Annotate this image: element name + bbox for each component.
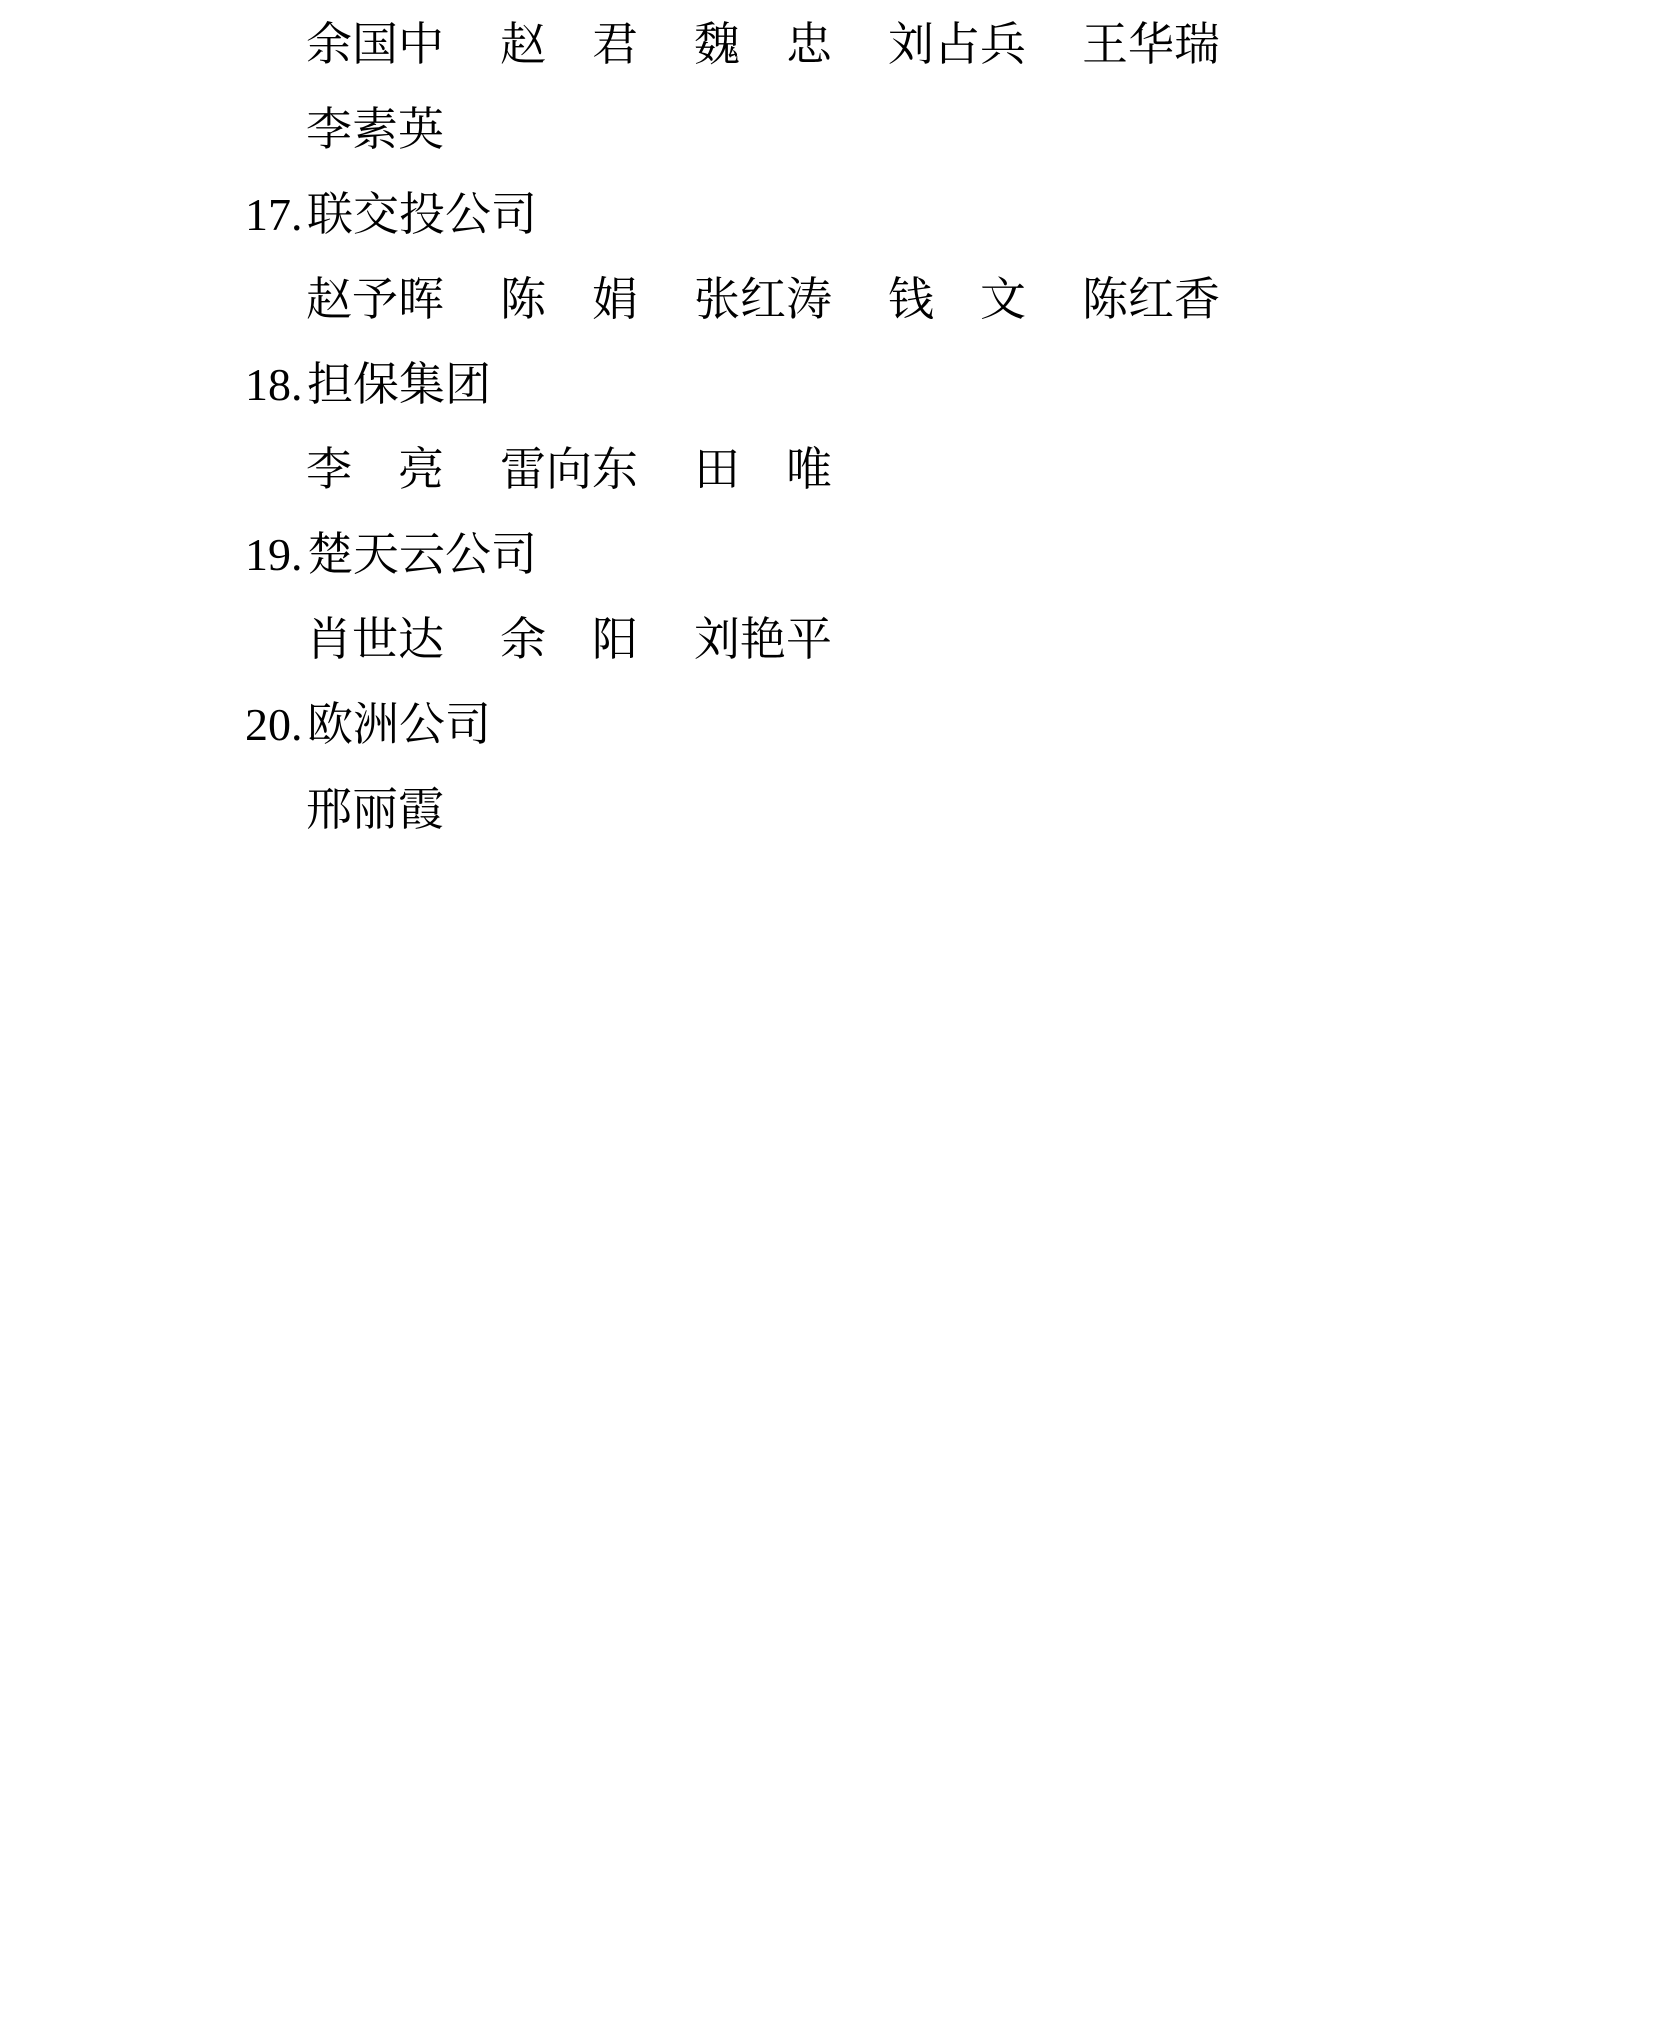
section-company-name: 联交投公司 [307, 189, 537, 240]
section-number: 19. [245, 529, 303, 580]
person-name: 王华瑞 [1082, 19, 1220, 70]
person-name: 赵予晖 [306, 274, 444, 325]
continuation-name-row-2 [0, 87, 1654, 172]
person-name: 刘艳平 [694, 614, 832, 665]
section-member-row [0, 257, 1654, 342]
section-heading-17 [0, 172, 1654, 257]
section-heading-20 [0, 682, 1654, 767]
document-content [0, 0, 1654, 852]
person-name: 李素英 [306, 104, 444, 155]
section-company-name: 楚天云公司 [307, 529, 537, 580]
person-name: 张红涛 [694, 274, 832, 325]
section-heading-18 [0, 342, 1654, 427]
person-name: 邢丽霞 [306, 784, 444, 835]
person-name: 余 阳 [500, 614, 638, 665]
person-name: 李 亮 [306, 444, 444, 495]
person-name: 肖世达 [306, 614, 444, 665]
person-name: 雷向东 [500, 444, 638, 495]
section-number: 17. [245, 189, 303, 240]
section-number: 18. [245, 359, 303, 410]
section-member-row [0, 597, 1654, 682]
section-company-name: 担保集团 [307, 359, 491, 410]
person-name: 陈红香 [1082, 274, 1220, 325]
section-heading-19 [0, 512, 1654, 597]
person-name: 陈 娟 [500, 274, 638, 325]
section-number: 20. [245, 699, 303, 750]
person-name: 魏 忠 [694, 19, 832, 70]
person-name: 余国中 [306, 19, 444, 70]
section-company-name: 欧洲公司 [307, 699, 491, 750]
person-name: 钱 文 [888, 274, 1026, 325]
section-member-row [0, 767, 1654, 852]
person-name: 赵 君 [500, 19, 638, 70]
person-name: 刘占兵 [888, 19, 1026, 70]
person-name: 田 唯 [694, 444, 832, 495]
continuation-name-row-1 [0, 2, 1654, 87]
section-member-row [0, 427, 1654, 512]
